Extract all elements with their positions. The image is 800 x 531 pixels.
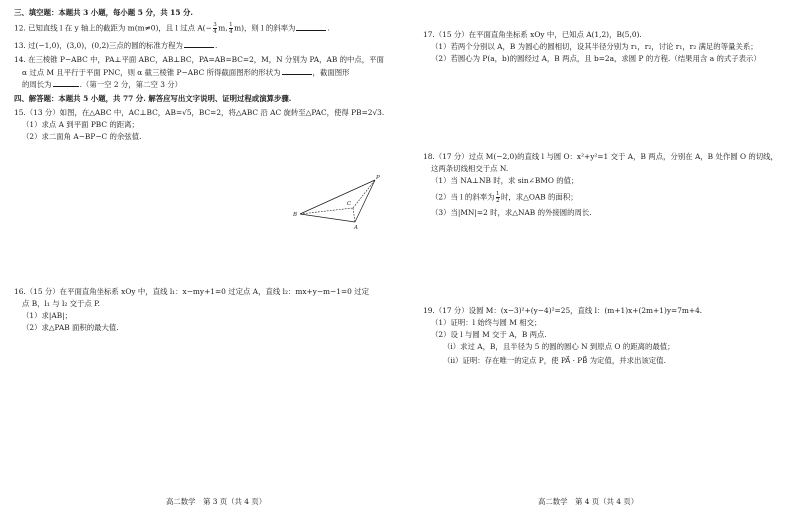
page-3-footer: 高二数学 第 3 页（共 4 页） — [166, 497, 267, 506]
question-15-line-1: 15.（13 分）如图，在△ABC 中，AC⊥BC，AB=√5，BC=2，将△ABC 沿 AC 旋转至△PAC，使得 PB=2√3. — [14, 108, 385, 117]
question-15-part-1: （1）求点 A 到平面 PBC 的距离； — [22, 120, 139, 129]
q14-shape-blank[interactable] — [282, 67, 312, 75]
q12-frac2-numerator: 1 — [229, 22, 233, 28]
q12-negative-sign: − — [205, 23, 212, 33]
question-12 — [14, 22, 330, 35]
question-18-line-2: 这两条切线相交于点 N. — [431, 164, 509, 173]
question-16-line-2: 点 B，l₁ 与 l₂ 交于点 P. — [22, 299, 100, 308]
edge-ba — [300, 214, 355, 222]
question-14-line-3 — [22, 79, 182, 90]
q12-middle: m, — [218, 23, 228, 33]
section-4-title: 四、解答题：本题共 5 小题，共 77 分. 解答应写出文字说明、证明过程或演算步骤. — [14, 94, 292, 103]
q13-end: . — [214, 41, 218, 50]
q12-suffix: m)，则 l 的斜率为 — [234, 23, 296, 33]
vertex-label-p: P — [376, 175, 380, 181]
question-16-part-2: （2）求△PAB 面积的最大值. — [22, 323, 119, 332]
edge-ca-hidden — [353, 208, 355, 222]
q14-line3-text: 的周长为 — [22, 80, 52, 89]
section-3-title: 三、填空题：本题共 3 小题，每小题 5 分，共 15 分. — [14, 8, 194, 17]
question-19-part-2-i: （i）求过 A，B，且半径为 5 的圆的圆心 N 到原点 O 的距离的最值； — [443, 342, 675, 351]
q12-answer-blank[interactable] — [296, 23, 326, 31]
question-17-part-1: （1）若两个分别以 A，B 为圆心的圆相切，设其半径分别为 r₁，r₂，讨论 r₁，r₂ 满足的等量关系； — [431, 42, 758, 51]
question-15-part-2: （2）求二面角 A−BP−C 的余弦值. — [22, 132, 142, 141]
question-16-part-1: （1）求|AB|； — [22, 311, 73, 320]
q14-line3-tail: .（第一空 2 分，第二空 3 分） — [79, 80, 183, 89]
vertex-label-b: B — [293, 212, 298, 218]
edge-ap — [355, 180, 375, 222]
edge-bc-hidden — [300, 208, 353, 214]
q12-frac2-denominator: 4 — [229, 29, 233, 35]
q12-prefix: 12. 已知直线 l 在 y 轴上的截距为 m(m≠0)，且 l 过点 A( — [14, 23, 206, 33]
question-19-part-2: （2）设 l 与圆 M 交于 A，B 两点. — [431, 330, 547, 339]
question-19-part-2-ii: （ii）证明：存在唯一的定点 P，使 PA⃗ · PB⃗ 为定值，并求出该定值. — [443, 356, 666, 365]
triangle-figure — [285, 170, 395, 232]
q18-part2-text: （2）当 l 的斜率为 — [431, 192, 495, 202]
q12-fraction-1 — [213, 22, 218, 35]
q12-frac1-numerator: 3 — [213, 22, 217, 28]
vertex-label-c: C — [347, 201, 352, 207]
q12-fraction-2 — [229, 22, 234, 35]
question-18-part-2 — [431, 191, 578, 204]
q18-frac-numerator: 1 — [496, 191, 500, 197]
q13-answer-blank[interactable] — [184, 40, 214, 48]
q12-end: . — [327, 23, 330, 33]
q12-frac1-denominator: 4 — [213, 29, 217, 35]
question-16-line-1: 16.（15 分）在平面直角坐标系 xOy 中，直线 l₁：x−my+1=0 过定点 A，直线 l₂：mx+y−m−1=0 过定 — [14, 287, 369, 296]
question-14-line-1: 14. 在三棱锥 P−ABC 中，PA⊥平面 ABC，AB⊥BC，PA=AB=BC=2，M，N 分别为 PA，AB 的中点，平面 — [14, 55, 384, 64]
question-19-line-1: 19.（17 分）设圆 M：(x−3)²+(y−4)²=25，直线 l：(m+1)x+(2m+1)y=7m+4. — [423, 306, 703, 315]
question-19-part-1: （1）证明：l 始终与圆 M 相交； — [431, 318, 542, 327]
question-18-line-1: 18.（17 分）过点 M(−2,0)的直线 l 与圆 O：x²+y²=1 交于 A，B 两点，分别在 A，B 处作圆 O 的切线， — [423, 152, 778, 161]
q18-part2-tail: 时，求△OAB 的面积； — [501, 192, 578, 202]
q14-line2-text: α 过点 M 且平行于平面 PNC，则 α 截三棱锥 P−ABC 所得截面图形的形状为 — [22, 68, 281, 77]
edge-bp — [300, 180, 375, 214]
question-13 — [14, 40, 217, 51]
q14-line2-tail: ，截面图形 — [312, 68, 350, 77]
vertex-label-a: A — [354, 225, 358, 231]
q14-perimeter-blank[interactable] — [53, 79, 79, 87]
q18-slope-fraction — [496, 191, 501, 204]
question-18-part-3: （3）当|MN|=2 时，求△NAB 的外接圆的周长. — [431, 208, 592, 217]
question-14-line-2 — [22, 67, 350, 78]
page-4-footer: 高二数学 第 4 页（共 4 页） — [538, 497, 639, 506]
question-17-line-1: 17.（15 分）在平面直角坐标系 xOy 中，已知点 A(1,2)，B(5,0). — [423, 30, 642, 39]
question-18-part-1: （1）当 NA⊥NB 时，求 sin∠BMO 的值； — [431, 176, 579, 185]
q13-text: 13. 过(−1,0)，(3,0)，(0,2)三点的圆的标准方程为 — [14, 41, 183, 50]
q18-frac-denominator: 2 — [496, 198, 500, 204]
question-17-part-2: （2）若圆心为 P(a，b)的圆经过 A，B 两点，且 b=2a，求圆 P 的方程.（结果用含 a 的式子表示） — [431, 54, 761, 63]
